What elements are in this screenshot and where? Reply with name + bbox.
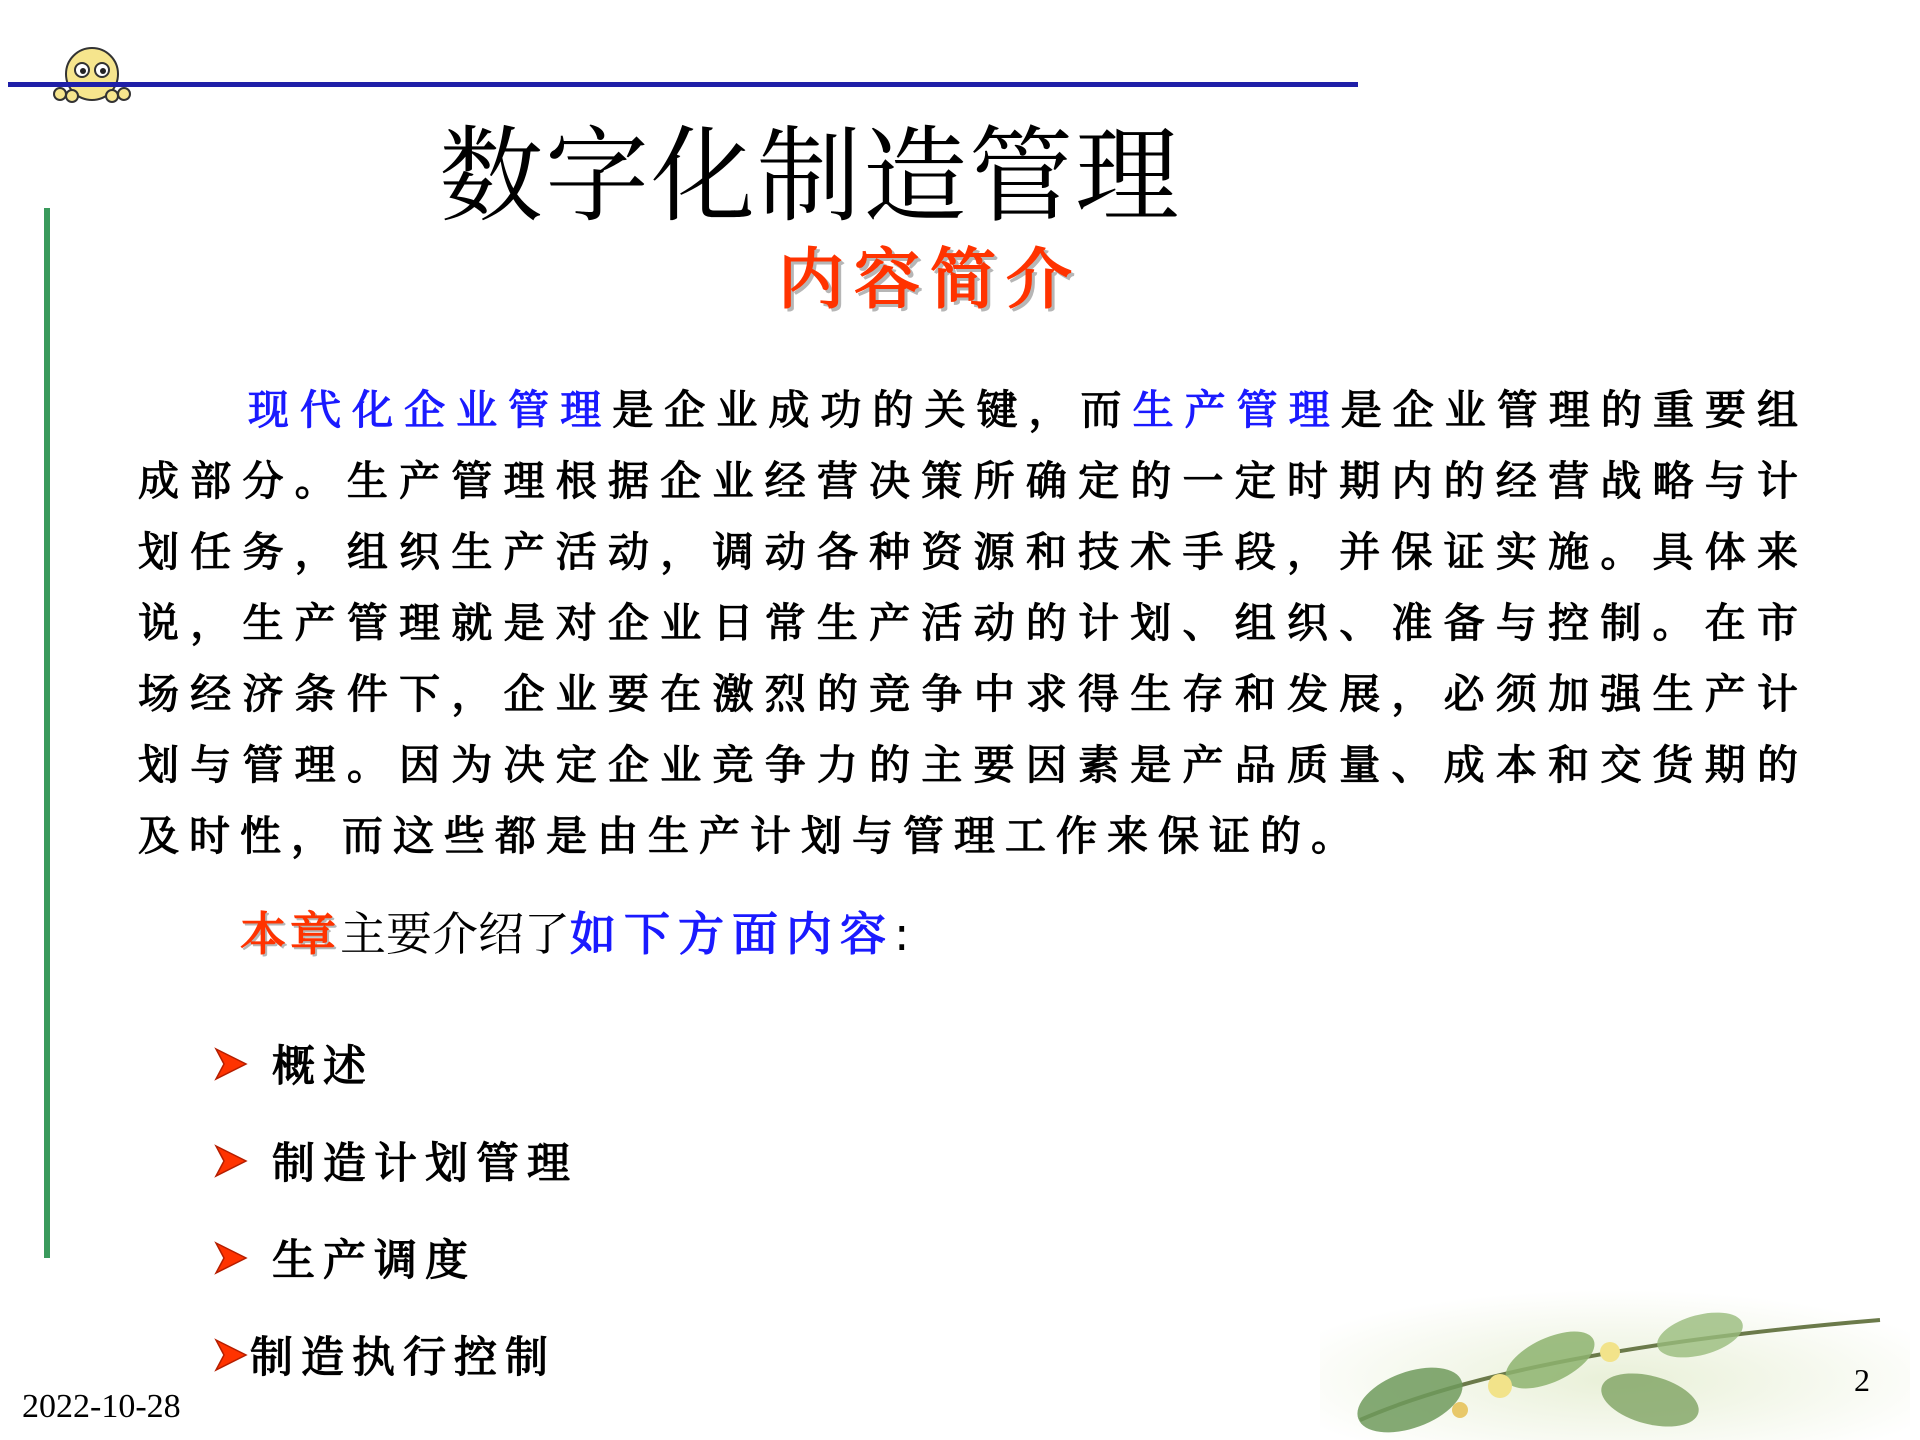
list-item xyxy=(212,1015,578,1112)
chapter-colon: : xyxy=(894,907,910,961)
list-item-label: 概述 xyxy=(272,1042,374,1092)
arrow-bullet-icon xyxy=(212,1336,250,1374)
intro-text: 是企业管理的重要组成部分。生产管理根据企业经营决策所确定的一定时期内的经营战略与计划任务，组织生产活动，调动各种资源和技术手段，并保证实施。具体来说，生产管理就是对企业日常生产活动的计划、组织、准备与控制。在市场经济条件下，企业要在激烈的竞争中求得生存和发展，必须加强生产计划与管理。因为决定企业竞争力的主要因素是产品质量、成本和交货期的及时性，而这些都是由生产计划与管理工作来保证的。 xyxy=(138,386,1809,860)
arrow-bullet-icon xyxy=(212,1239,250,1277)
list-item xyxy=(212,1209,578,1306)
intro-highlight: 生产管理 xyxy=(1132,386,1341,434)
list-item xyxy=(212,1306,578,1403)
topic-list xyxy=(212,1015,578,1403)
chapter-label: 本章 xyxy=(240,907,340,961)
chapter-topics-label: 如下方面内容 xyxy=(570,907,894,961)
arrow-bullet-icon xyxy=(212,1045,250,1083)
top-rule xyxy=(8,82,1358,87)
page-number: 2 xyxy=(1854,1362,1870,1398)
chapter-intro xyxy=(240,898,910,964)
list-item-label: 生产调度 xyxy=(272,1236,476,1286)
intro-text: 是企业成功的关键，而 xyxy=(612,386,1133,434)
left-rule xyxy=(44,208,50,1258)
slide-date: 2022-10-28 xyxy=(22,1388,181,1425)
slide-title: 数字化制造管理 xyxy=(438,115,1181,237)
intro-paragraph xyxy=(138,375,1808,872)
list-item-label: 制造计划管理 xyxy=(272,1139,578,1189)
list-item-label: 制造执行控制 xyxy=(250,1333,556,1383)
section-subtitle: 内容简介 xyxy=(778,240,1082,318)
intro-highlight: 现代化企业管理 xyxy=(248,386,613,434)
leaf-branch-decoration xyxy=(1320,1290,1910,1440)
chapter-text: 主要介绍了 xyxy=(340,907,570,961)
arrow-bullet-icon xyxy=(212,1142,250,1180)
list-item xyxy=(212,1112,578,1209)
